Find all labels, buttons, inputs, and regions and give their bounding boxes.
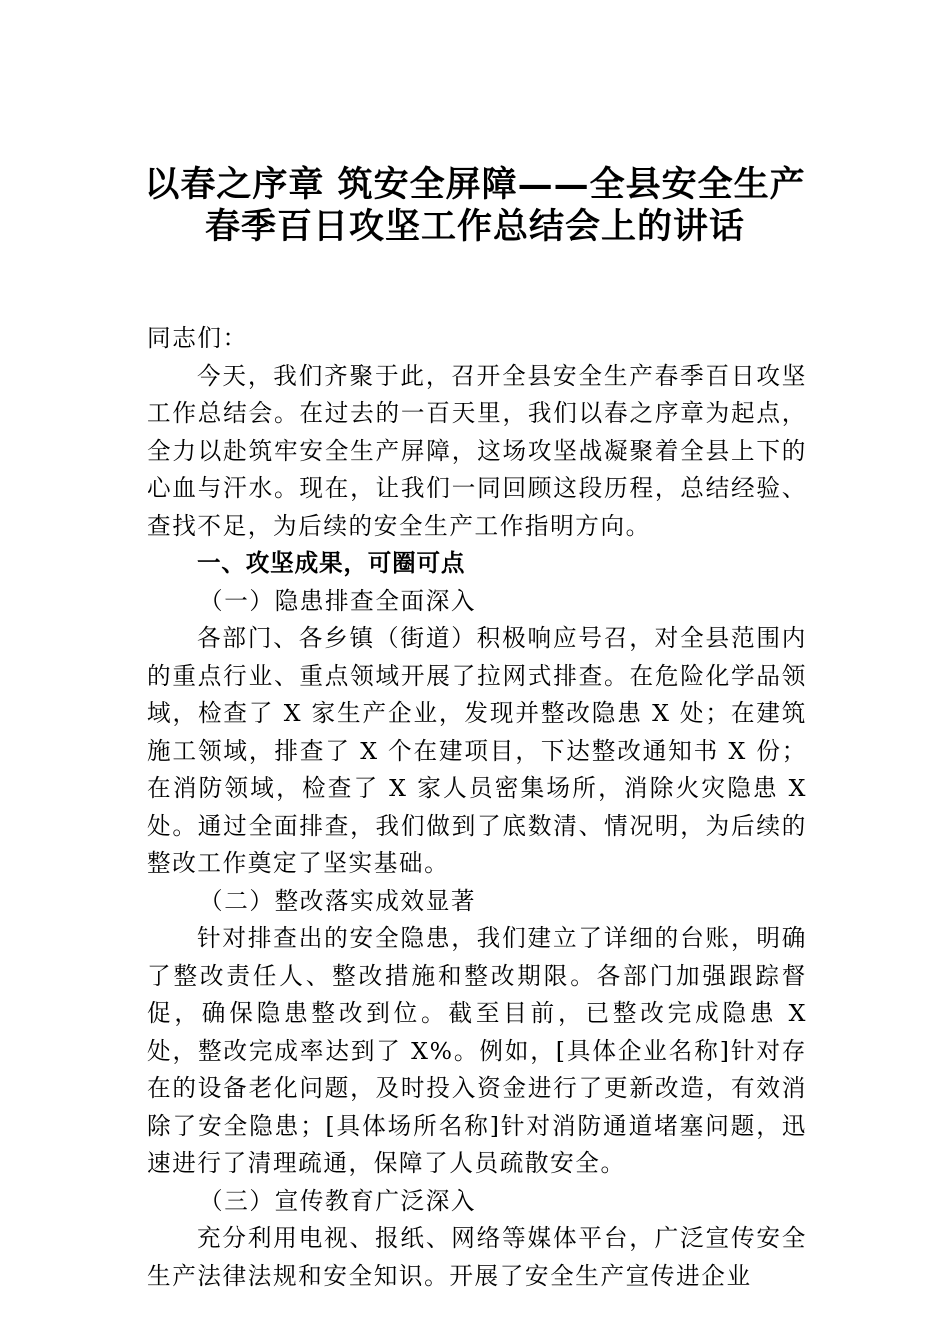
subsection-2-paragraph: 针对排查出的安全隐患，我们建立了详细的台账，明确了整改责任人、整改措施和整改期限。各部门加强跟踪督促，确保隐患整改到位。截至目前，已整改完成隐患 X 处，整改完成率达到了 X%。例如，[具体企业名称]针对存在的设备老化问题，及时投入资金进行了更新改造，有效消除了安全隐患；[具体场所名称]针对消防通道堵塞问题，迅速进行了清理疏通，保障了人员疏散安全。 — [147, 924, 807, 1177]
section-1-heading: 一、攻坚成果，可圈可点 — [197, 549, 466, 577]
document-title-line-1: 以春之序章 筑安全屏障——全县安全生产 — [144, 164, 806, 205]
document-title-line-2: 春季百日攻坚工作总结会上的讲话 — [204, 206, 745, 247]
subsection-1-heading: （一）隐患排查全面深入 — [199, 586, 477, 615]
subsection-2-heading: （二）整改落实成效显著 — [199, 886, 477, 915]
document-body — [147, 320, 807, 1295]
subsection-1-paragraph: 各部门、各乡镇（街道）积极响应号召，对全县范围内的重点行业、重点领域开展了拉网式排查。在危险化学品领域，检查了 X 家生产企业，发现并整改隐患 X 处；在建筑施工领域，排查了 X 个在建项目，下达整改通知书 X 份；在消防领域，检查了 X 家人员密集场所，消除火灾隐患 X 处。通过全面排查，我们做到了底数清、情况明，为后续的整改工作奠定了坚实基础。 — [147, 624, 807, 877]
subsection-3-heading: （三）宣传教育广泛深入 — [199, 1186, 477, 1215]
salutation: 同志们： — [147, 324, 248, 352]
subsection-3-paragraph: 充分利用电视、报纸、网络等媒体平台，广泛宣传安全生产法律法规和安全知识。开展了安全生产宣传进企业 — [147, 1224, 807, 1290]
intro-paragraph: 今天，我们齐聚于此，召开全县安全生产春季百日攻坚工作总结会。在过去的一百天里，我们以春之序章为起点，全力以赴筑牢安全生产屏障，这场攻坚战凝聚着全县上下的心血与汗水。现在，让我们一同回顾这段历程，总结经验、查找不足，为后续的安全生产工作指明方向。 — [147, 361, 807, 540]
